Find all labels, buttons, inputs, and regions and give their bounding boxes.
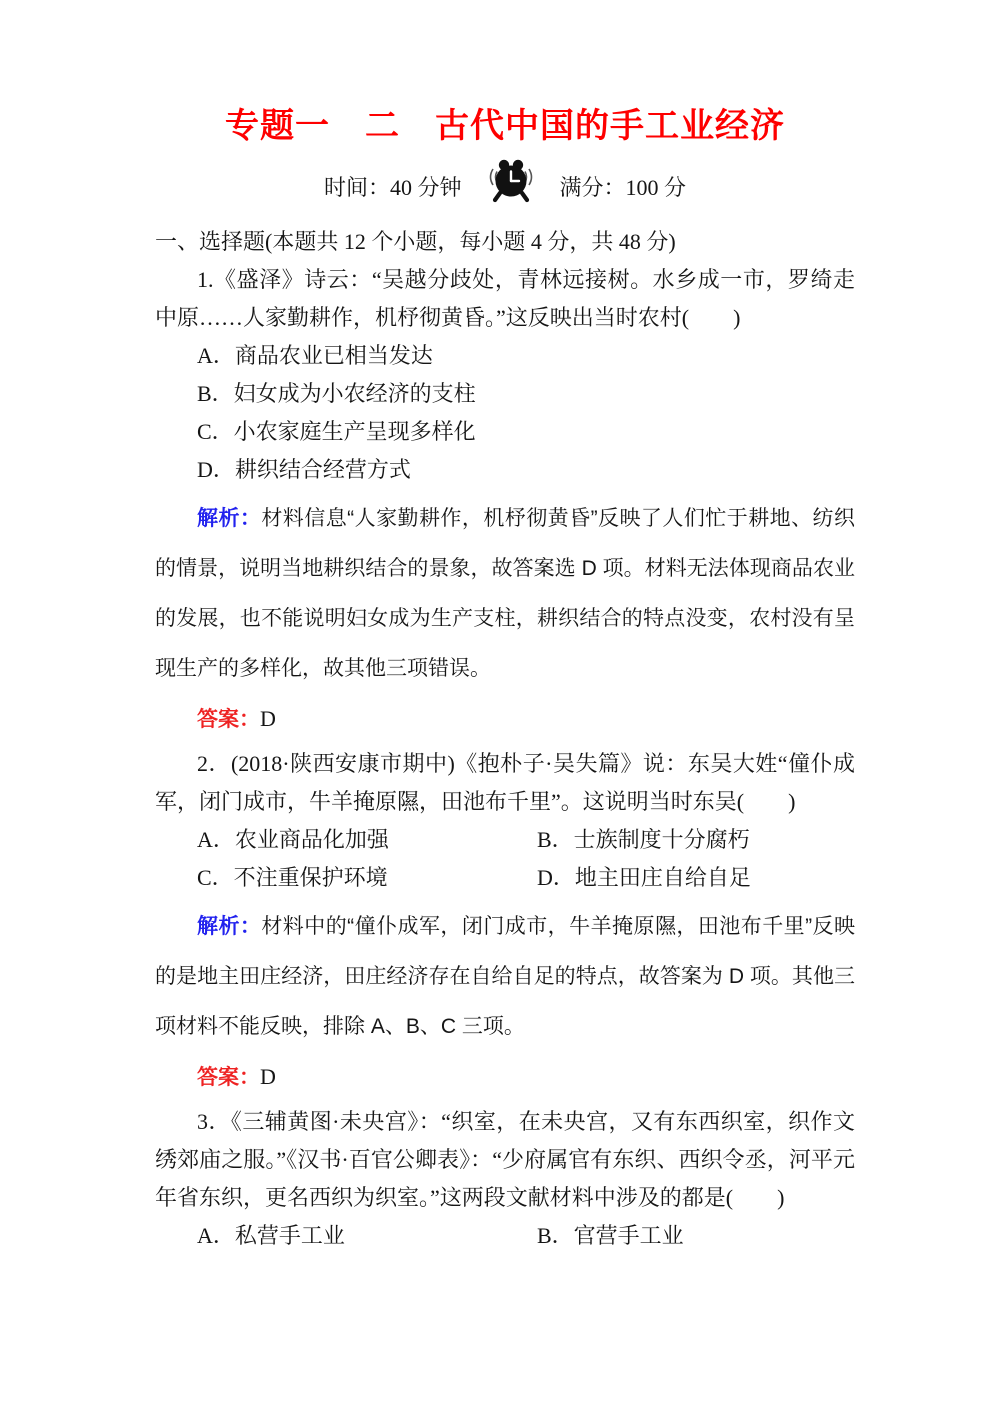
- option-b: B．官营手工业: [537, 1223, 684, 1248]
- answer-value: D: [260, 706, 276, 731]
- option-b: B．士族制度十分腐朽: [537, 827, 750, 852]
- option-a: A．商品农业已相当发达: [197, 343, 433, 368]
- options-grid: [155, 1217, 855, 1255]
- exam-meta-line: [155, 161, 855, 211]
- analysis-text: 材料信息“人家勤耕作，机杼彻黄昏”反映了人们忙于耕地、纺织的情景，说明当地耕织结合的景象，故答案选 D 项。材料无法体现商品农业的发展，也不能说明妇女成为生产支柱，耕织结合的特点没变，农村没有呈现生产的多样化，故其他三项错误。: [155, 507, 856, 680]
- section-header: 一、选择题(本题共 12 个小题，每小题 4 分，共 48 分): [155, 229, 676, 254]
- alarm-clock-icon: [484, 156, 538, 210]
- option-c: C．不注重保护环境: [197, 865, 388, 890]
- option-c: C．小农家庭生产呈现多样化: [197, 419, 476, 444]
- answer-line: [155, 1052, 855, 1103]
- answer-value: D: [260, 1064, 276, 1089]
- time-label: 时间：40 分钟: [323, 174, 462, 200]
- analysis-paragraph: [155, 494, 855, 694]
- question-stem: 3．《三辅黄图·未央宫》：“织室，在未央宫，又有东西织室，织作文绣郊庙之服。”《汉书·百官公卿表》：“少府属官有东织、西织令丞，河平元年省东织，更名西织为织室。”这两段文献材料中涉及的都是( ): [155, 1109, 855, 1210]
- answer-line: [155, 694, 855, 745]
- answer-label: 答案：: [197, 1066, 260, 1089]
- score-label: 满分：100 分: [559, 174, 687, 200]
- analysis-label: 解析：: [197, 507, 262, 530]
- question-block-1: [155, 261, 855, 745]
- question-stem: 1.《盛泽》诗云：“吴越分歧处，青林远接树。水乡成一市，罗绮走中原……人家勤耕作，机杼彻黄昏。”这反映出当时农村( ): [155, 267, 855, 330]
- question-block-2: [155, 745, 855, 1103]
- option-a: A．农业商品化加强: [197, 827, 389, 852]
- options-list: [155, 337, 855, 489]
- analysis-label: 解析：: [197, 915, 262, 938]
- analysis-text: 材料中的“僮仆成军，闭门成市，牛羊掩原隰，田池布千里”反映的是地主田庄经济，田庄经济存在自给自足的特点，故答案为 D 项。其他三项材料不能反映，排除 A、B、C 三项。: [155, 915, 856, 1038]
- option-a: A．私营手工业: [197, 1223, 345, 1248]
- option-d: D．地主田庄自给自足: [537, 865, 751, 890]
- page-title: 专题一 二 古代中国的手工业经济: [225, 107, 785, 145]
- option-d: D．耕织结合经营方式: [197, 457, 411, 482]
- question-block-3: [155, 1103, 855, 1255]
- analysis-paragraph: [155, 902, 855, 1052]
- options-grid: [155, 821, 855, 897]
- option-b: B．妇女成为小农经济的支柱: [197, 381, 476, 406]
- answer-label: 答案：: [197, 708, 260, 731]
- question-stem: 2．(2018·陕西安康市期中)《抱朴子·吴失篇》说：东吴大姓“僮仆成军，闭门成市，牛羊掩原隰，田池布千里”。这说明当时东吴( ): [155, 751, 855, 814]
